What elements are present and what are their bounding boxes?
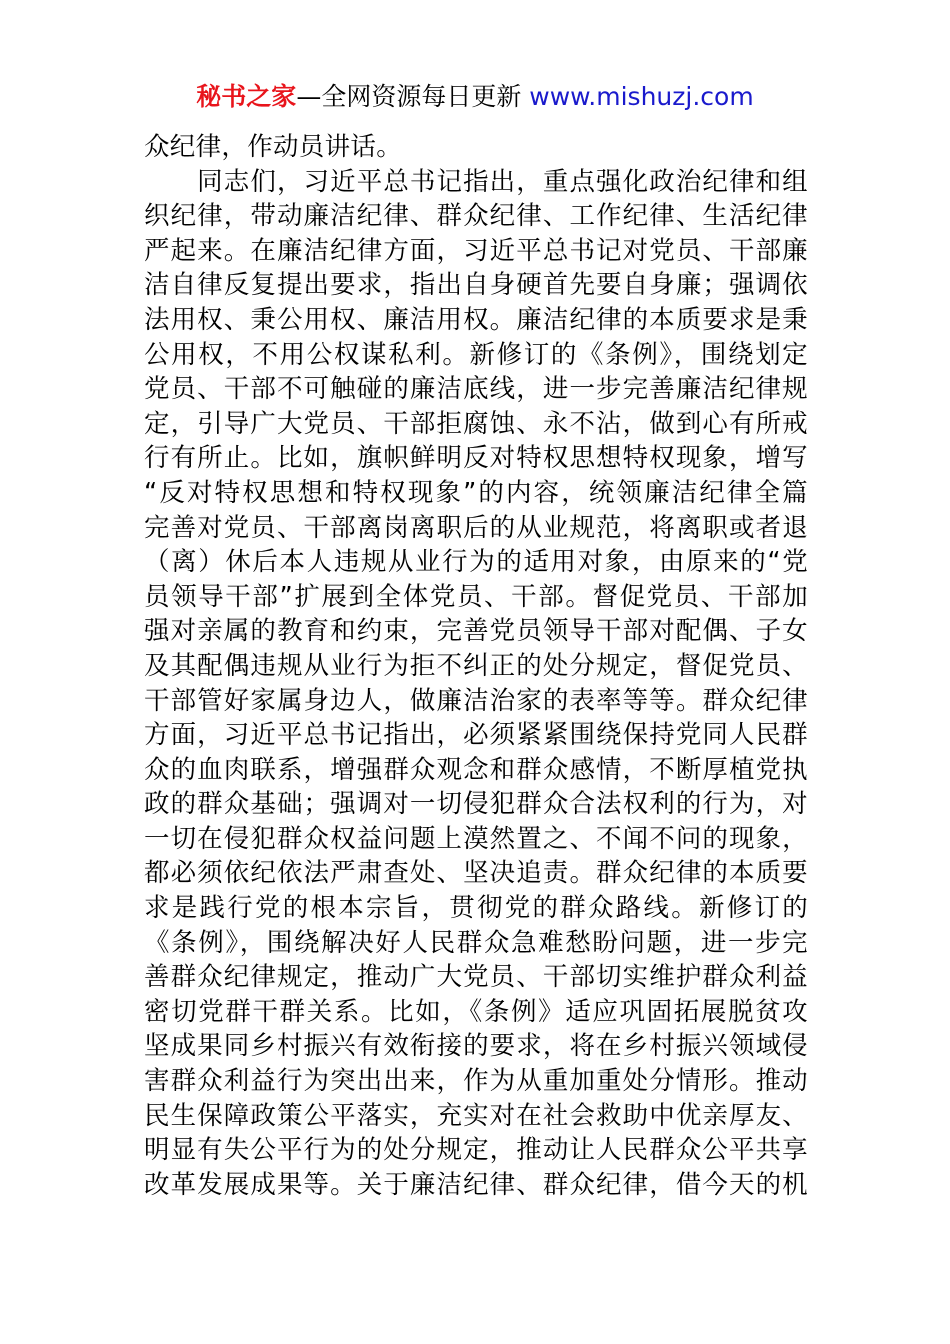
text-line: 改革发展成果等。关于廉洁纪律、群众纪律，借今天的机 — [144, 1169, 808, 1200]
text-line: 定，引导广大党员、干部拒腐蚀、永不沾，做到心有所戒 — [144, 408, 808, 439]
text-line: 一切在侵犯群众权益问题上漠然置之、不闻不问的现象， — [144, 823, 808, 854]
text-line: “反对特权思想和特权现象”的内容，统领廉洁纪律全篇 — [144, 477, 808, 508]
text-line: 政的群众基础；强调对一切侵犯群众合法权利的行为，对 — [144, 789, 808, 820]
text-line: 明显有失公平行为的处分规定，推动让人民群众公平共享 — [144, 1135, 808, 1166]
text-line: 坚成果同乡村振兴有效衔接的要求，将在乡村振兴领域侵 — [144, 1031, 808, 1062]
text-line: 民生保障政策公平落实，充实对在社会救助中优亲厚友、 — [144, 1100, 808, 1131]
text-line: 公用权，不用公权谋私利。新修订的《条例》，围绕划定 — [144, 339, 808, 370]
text-line: 善群众纪律规定，推动广大党员、干部切实维护群众利益 — [144, 962, 808, 993]
text-line: 织纪律，带动廉洁纪律、群众纪律、工作纪律、生活纪律 — [144, 201, 808, 232]
text-line: 《条例》，围绕解决好人民群众急难愁盼问题，进一步完 — [144, 927, 808, 958]
site-tagline: —全网资源每日更新 — [296, 82, 530, 111]
text-line: 方面，习近平总书记指出，必须紧紧围绕保持党同人民群 — [144, 720, 808, 751]
document-body — [144, 130, 808, 1202]
site-header — [0, 80, 950, 114]
text-line: 众的血肉联系，增强群众观念和群众感情，不断厚植党执 — [144, 754, 808, 785]
text-line: 员领导干部”扩展到全体党员、干部。督促党员、干部加 — [144, 581, 808, 612]
site-url-link[interactable]: www.mishuzj.com — [529, 82, 754, 111]
text-line: 洁自律反复提出要求，指出自身硬首先要自身廉；强调依 — [144, 270, 808, 301]
text-line: 及其配偶违规从业行为拒不纠正的处分规定，督促党员、 — [144, 650, 808, 681]
site-brand: 秘书之家 — [196, 82, 297, 111]
text-line: 众纪律，作动员讲话。 — [144, 132, 403, 162]
text-line: 党员、干部不可触碰的廉洁底线，进一步完善廉洁纪律规 — [144, 374, 808, 405]
text-line: 完善对党员、干部离岗离职后的从业规范，将离职或者退 — [144, 512, 808, 543]
text-line: （离）休后本人违规从业行为的适用对象，由原来的“党 — [144, 547, 808, 578]
text-line: 害群众利益行为突出出来，作为从重加重处分情形。推动 — [144, 1066, 808, 1097]
text-line: 同志们，习近平总书记指出，重点强化政治纪律和组 — [144, 166, 808, 197]
text-line: 法用权、秉公用权、廉洁用权。廉洁纪律的本质要求是秉 — [144, 304, 808, 335]
text-line: 密切党群干群关系。比如，《条例》适应巩固拓展脱贫攻 — [144, 996, 808, 1027]
text-line: 干部管好家属身边人，做廉洁治家的表率等等。群众纪律 — [144, 685, 808, 716]
text-line: 强对亲属的教育和约束，完善党员领导干部对配偶、子女 — [144, 616, 808, 647]
text-line: 严起来。在廉洁纪律方面，习近平总书记对党员、干部廉 — [144, 235, 808, 266]
text-line: 求是践行党的根本宗旨，贯彻党的群众路线。新修订的 — [144, 893, 808, 924]
text-line: 都必须依纪依法严肃查处、坚决追责。群众纪律的本质要 — [144, 858, 808, 889]
text-line: 行有所止。比如，旗帜鲜明反对特权思想特权现象，增写 — [144, 443, 808, 474]
